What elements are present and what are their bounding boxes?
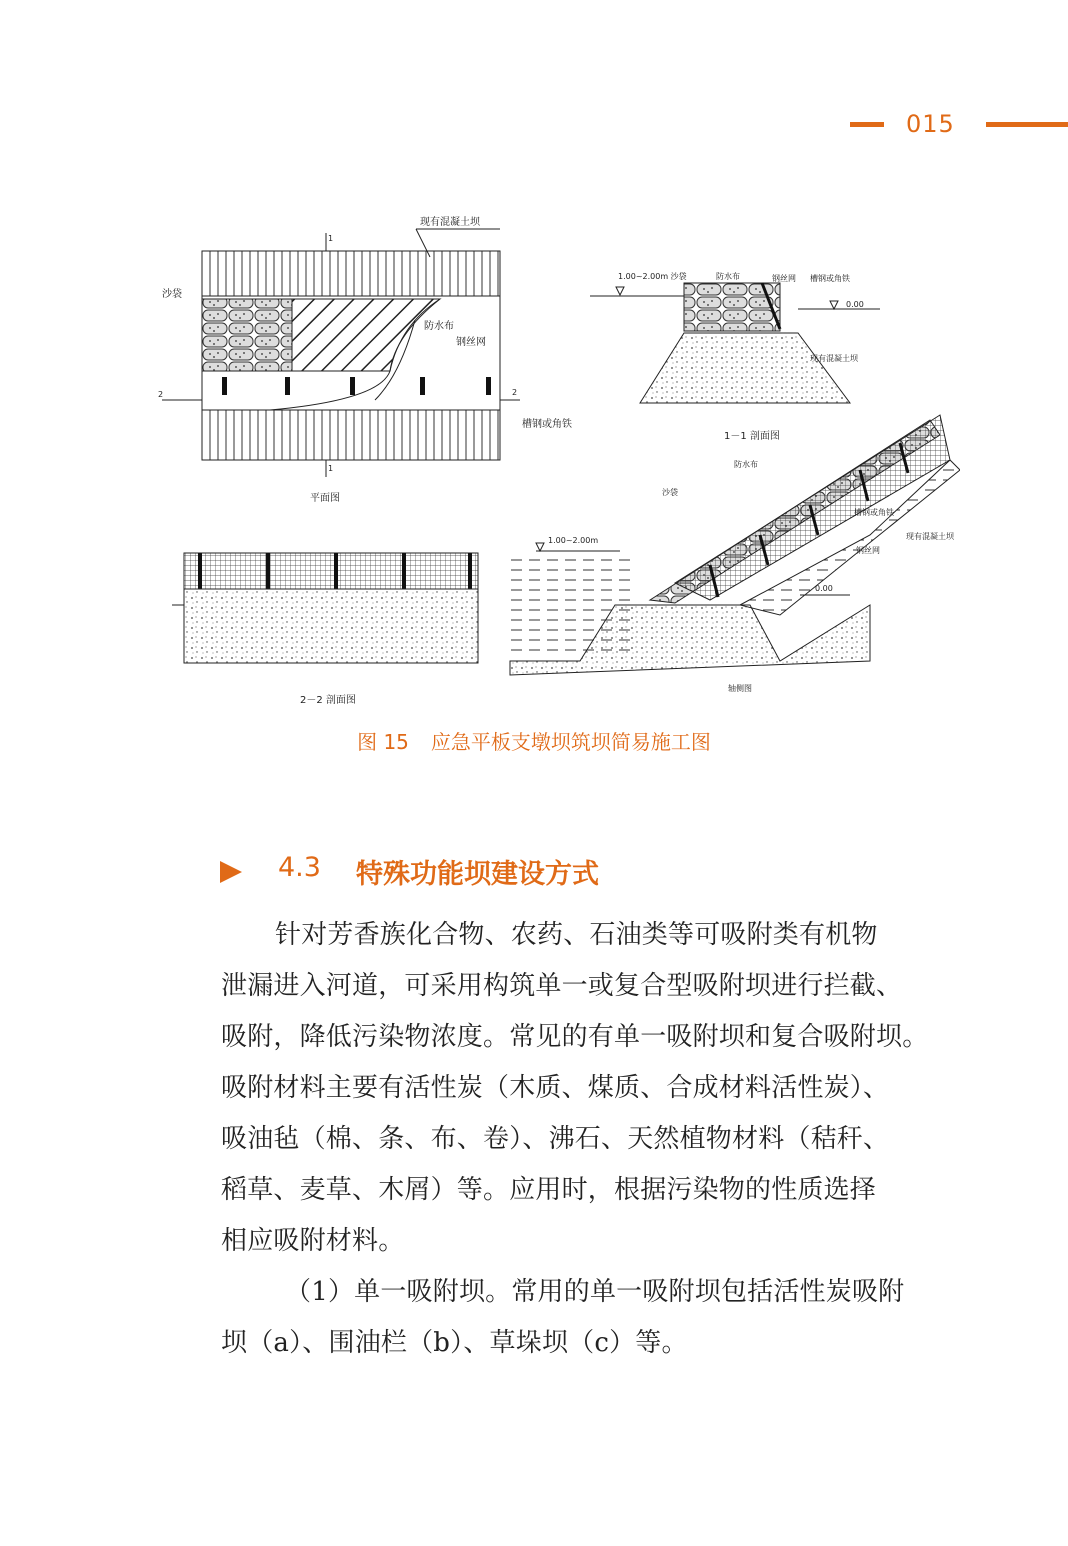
paragraph-2-line-2: 坝（a）、围油栏（b）、草垛坝（c）等。 xyxy=(221,1328,688,1358)
label-sandbag-axo: 沙袋 xyxy=(662,488,678,497)
label-waterproof-cloth-2: 防水布 xyxy=(716,272,740,281)
label-wire-mesh: 钢丝网 xyxy=(456,337,486,348)
mark-1-top: 1 xyxy=(328,234,334,243)
label-height-range-short: 1.00~2.00m xyxy=(548,536,599,545)
paragraph-1-line-3: 吸附，降低污染物浓度。常见的有单一吸附坝和复合吸附坝。 xyxy=(221,1022,929,1052)
paragraph-1-line-7: 相应吸附材料。 xyxy=(221,1226,405,1256)
label-wire-mesh-2: 钢丝网 xyxy=(772,274,796,283)
label-channel-steel-2: 槽钢或角铁 xyxy=(810,274,850,283)
section-2-2-drawing xyxy=(172,553,478,706)
mark-1-bottom: 1 xyxy=(328,464,334,473)
label-wire-mesh-axo: 钢丝网 xyxy=(856,546,880,555)
construction-drawing-figure xyxy=(150,205,960,710)
label-existing-dam-top: 现有混凝土坝 xyxy=(420,217,480,228)
label-axonometric: 轴侧图 xyxy=(728,684,752,693)
figure-caption-text: 应急平板支墩坝筑坝简易施工图 xyxy=(430,730,711,754)
section-number: 4.3 xyxy=(278,852,321,883)
plan-view-drawing xyxy=(158,215,572,504)
label-elevation-0: 0.00 xyxy=(846,300,864,309)
paragraph-1-line-4: 吸附材料主要有活性炭（木质、煤质、合成材料活性炭）、 xyxy=(221,1073,890,1103)
figure-caption xyxy=(0,726,1068,755)
label-height-range: 1.00~2.00m 沙袋 xyxy=(618,272,687,281)
label-section-1-1: 1－1 剖面图 xyxy=(724,431,780,442)
label-existing-dam-top-axo: 现有混凝土坝 xyxy=(906,532,954,541)
label-waterproof-cloth-axo: 防水布 xyxy=(734,460,758,469)
page-number: 015 xyxy=(906,110,955,138)
paragraph-1-line-6: 稻草、麦草、木屑）等。应用时，根据污染物的性质选择 xyxy=(221,1175,877,1205)
construction-drawing xyxy=(150,205,960,710)
paragraph-1-line-1: 针对芳香族化合物、农药、石油类等可吸附类有机物 xyxy=(275,920,878,950)
label-waterproof-cloth: 防水布 xyxy=(424,321,454,332)
header-decor-bar-left xyxy=(850,122,884,127)
paragraph-2-line-1: （1）单一吸附坝。常用的单一吸附坝包括活性炭吸附 xyxy=(285,1277,905,1307)
label-sandbag: 沙袋 xyxy=(162,289,182,300)
figure-number: 图 15 xyxy=(357,730,409,754)
mark-2-left: 2 xyxy=(158,390,164,399)
label-elevation-0-axo: 0.00 xyxy=(815,584,833,593)
paragraph-1-line-5: 吸油毡（棉、条、布、卷）、沸石、天然植物材料（秸秆、 xyxy=(221,1124,890,1154)
label-existing-dam-top-2: 现有混凝土坝 xyxy=(810,354,858,363)
label-section-2-2: 2－2 剖面图 xyxy=(300,695,356,706)
page-header xyxy=(0,108,1068,142)
paragraph-1-line-2: 泄漏进入河道，可采用构筑单一或复合型吸附坝进行拦截、 xyxy=(221,971,903,1001)
axonometric-drawing xyxy=(510,415,960,693)
body-text xyxy=(221,910,929,1369)
label-channel-steel-axo: 槽钢或角铁 xyxy=(854,508,894,517)
mark-2-right: 2 xyxy=(512,388,518,397)
label-channel-steel: 槽钢或角铁 xyxy=(522,419,572,430)
play-arrow-icon xyxy=(220,861,242,883)
header-decor-bar-right xyxy=(986,122,1068,127)
section-1-1-drawing xyxy=(590,271,880,442)
section-title: 特殊功能坝建设方式 xyxy=(356,859,599,890)
label-plan-view: 平面图 xyxy=(310,493,340,504)
